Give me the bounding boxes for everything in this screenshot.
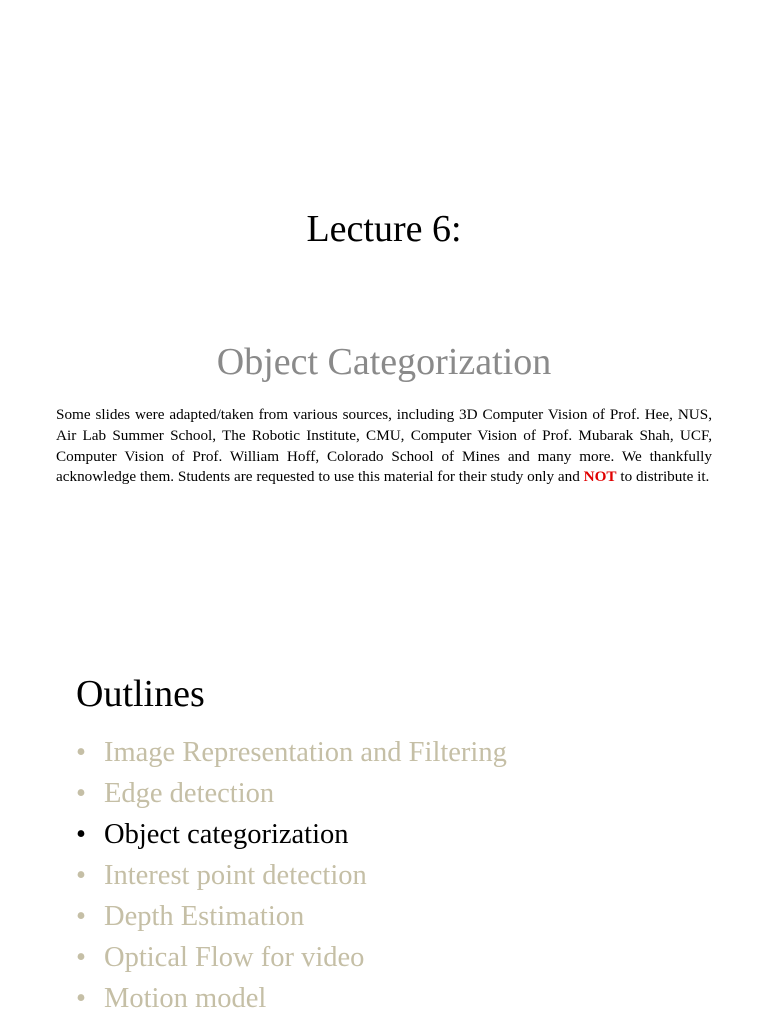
outline-item <box>76 855 726 896</box>
acknowledgement-text <box>56 405 712 488</box>
outline-item <box>76 732 726 773</box>
outline-item-label: Motion model <box>104 983 267 1014</box>
outline-item <box>76 896 726 937</box>
outline-list <box>76 732 726 1019</box>
lecture-title: Lecture 6: <box>306 208 462 250</box>
bullet-icon: • <box>76 983 86 1014</box>
outline-item-label: Image Representation and Filtering <box>104 737 507 768</box>
outline-item-label: Edge detection <box>104 778 275 809</box>
acknowledgement-text-start: Some slides were adapted/taken from various sources, including 3D Computer Vision of Prof. Hee, NUS, Air Lab Summer School, The Robotic Institute, CMU, Computer Vision of Prof. Mubarak Shah, UCF, Computer Vision of Prof. William Hoff, Colorado School of Mines and many more. We thankfully acknowledge them. Students are requested to use this material for their study only and <box>56 406 712 486</box>
outline-item <box>76 814 726 855</box>
acknowledgement-text-end: to distribute it. <box>616 468 710 486</box>
lecture-subtitle: Object Categorization <box>216 341 552 383</box>
outline-item <box>76 937 726 978</box>
bullet-icon: • <box>76 778 86 809</box>
outline-item <box>76 773 726 814</box>
acknowledgement-emphasis: NOT <box>583 468 617 486</box>
bullet-icon: • <box>76 737 86 768</box>
bullet-icon: • <box>76 819 86 850</box>
outline-item-label: Object categorization <box>104 819 349 850</box>
outline-slide <box>0 640 768 1024</box>
outline-item-label: Interest point detection <box>104 860 367 891</box>
bullet-icon: • <box>76 901 86 932</box>
outline-item-label: Optical Flow for video <box>104 942 365 973</box>
bullet-icon: • <box>76 942 86 973</box>
bullet-icon: • <box>76 860 86 891</box>
outline-item-label: Depth Estimation <box>104 901 305 932</box>
outline-item <box>76 978 726 1019</box>
outline-heading: Outlines <box>76 673 205 715</box>
